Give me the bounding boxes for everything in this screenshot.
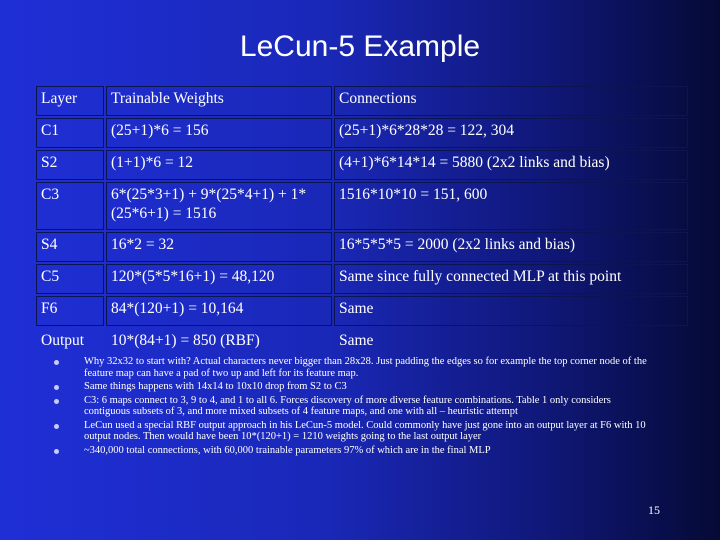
table-row <box>36 264 688 294</box>
layer-cell: C5 <box>36 264 104 294</box>
layer-table <box>34 84 690 360</box>
connections-cell: 16*5*5*5 = 2000 (2x2 links and bias) <box>334 232 688 262</box>
connections-cell: 1516*10*10 = 151, 600 <box>334 182 688 230</box>
list-item <box>54 381 654 393</box>
table-row <box>36 150 688 180</box>
connections-cell: Same since fully connected MLP at this point <box>334 264 688 294</box>
layer-cell: S2 <box>36 150 104 180</box>
page-number: 15 <box>648 503 660 517</box>
weights-cell: 6*(25*3+1) + 9*(25*4+1) + 1*(25*6+1) = 1516 <box>106 182 332 230</box>
list-item <box>54 445 654 457</box>
weights-cell: 84*(120+1) = 10,164 <box>106 296 332 326</box>
list-item <box>54 356 654 379</box>
note-text: Same things happens with 14x14 to 10x10 drop from S2 to C3 <box>84 381 347 392</box>
weights-cell: 16*2 = 32 <box>106 232 332 262</box>
header-connections: Connections <box>334 86 688 116</box>
connections-cell: (25+1)*6*28*28 = 122, 304 <box>334 118 688 148</box>
note-text: ~340,000 total connections, with 60,000 trainable parameters 97% of which are in the final MLP <box>84 444 491 456</box>
connections-cell: (4+1)*6*14*14 = 5880 (2x2 links and bias) <box>334 150 688 180</box>
layer-cell: S4 <box>36 232 104 262</box>
bullet-icon <box>54 449 59 454</box>
slide-title: LeCun-5 Example <box>239 30 481 63</box>
table-row <box>36 118 688 148</box>
weights-cell: (1+1)*6 = 12 <box>106 150 332 180</box>
connections-cell: Same <box>339 332 374 349</box>
layer-cell: C3 <box>36 182 104 230</box>
header-trainable-weights: Trainable Weights <box>106 86 332 116</box>
weights-cell: 120*(5*5*16+1) = 48,120 <box>106 264 332 294</box>
weights-cell: 10*(84+1) = 850 (RBF) <box>111 332 260 349</box>
table-row <box>36 296 688 326</box>
layer-cell: C1 <box>36 118 104 148</box>
list-item <box>54 395 654 418</box>
layer-cell: F6 <box>36 296 104 326</box>
bullet-icon <box>54 385 59 390</box>
layer-cell: Output <box>41 332 85 349</box>
connections-cell: Same <box>334 296 688 326</box>
bullet-icon <box>54 424 59 429</box>
notes-list <box>54 356 654 458</box>
table-header-row <box>36 86 688 116</box>
table-row <box>36 182 688 230</box>
table-row <box>36 232 688 262</box>
header-layer: Layer <box>36 86 104 116</box>
note-text: C3: 6 maps connect to 3, 9 to 4, and 1 to all 6. Forces discovery of more diverse feature combinations. Table 1 only considers contiguous subsets of 3, and more mixed subsets of 4 feature maps, and one with all – heuristic attempt <box>84 394 611 417</box>
note-text: LeCun used a special RBF output approach in his LeCun-5 model. Could commonly have just gone into an output layer at F6 with 10 output nodes. Then would have been 10*(120+1) = 1210 weights going to the last output layer <box>84 419 646 442</box>
weights-cell: (25+1)*6 = 156 <box>106 118 332 148</box>
table-row <box>36 328 688 358</box>
list-item <box>54 420 654 443</box>
note-text: Why 32x32 to start with? Actual characters never bigger than 28x28. Just padding the edges so for example the top corner node of the feature map can have a pad of two up and left for its feature map. <box>84 356 647 379</box>
bullet-icon <box>54 360 59 365</box>
bullet-icon <box>54 399 59 404</box>
